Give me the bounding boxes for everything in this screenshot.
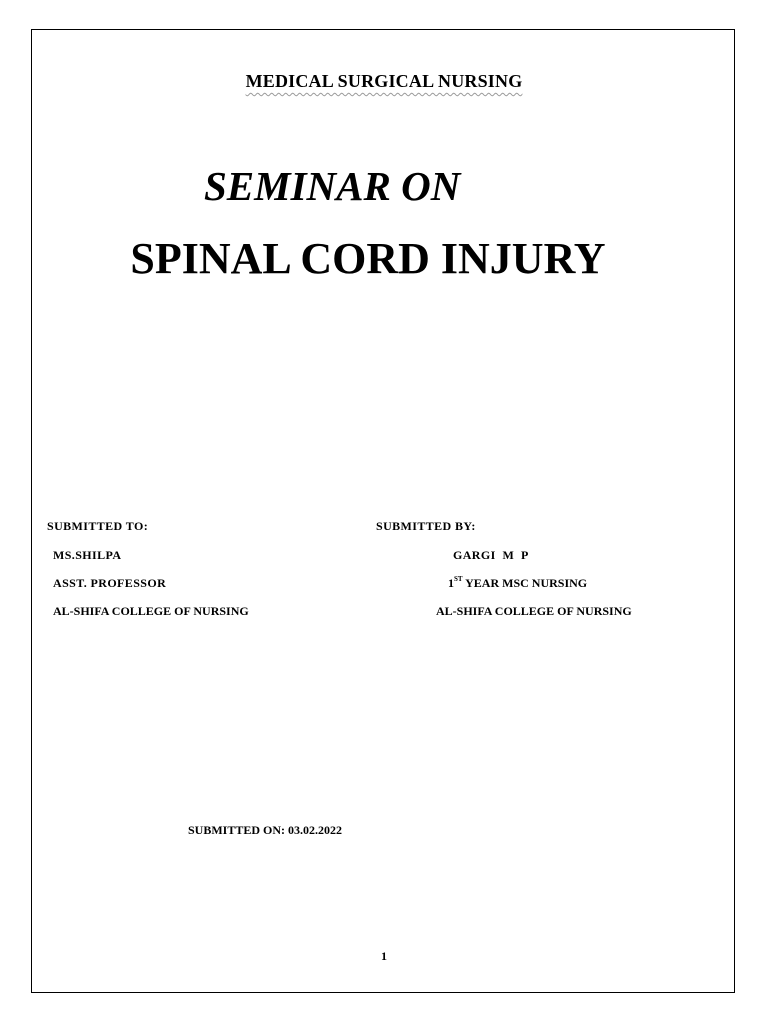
submitted-to-name: MS.SHILPA (53, 548, 122, 562)
submitted-by-label: SUBMITTED BY: (376, 519, 476, 533)
submitted-by-year (448, 576, 587, 591)
submitted-by-name: GARGI M P (453, 548, 529, 562)
year-ordinal-suffix: ST (454, 575, 463, 583)
submitted-on-date: 03.02.2022 (288, 823, 343, 837)
submitted-to-designation: ASST. PROFESSOR (53, 576, 167, 590)
seminar-topic: SPINAL CORD INJURY (130, 234, 606, 283)
department-heading (0, 71, 768, 92)
submitted-on-label: SUBMITTED ON: (188, 823, 286, 837)
year-course: YEAR MSC NURSING (462, 576, 588, 590)
submitted-to-label: SUBMITTED TO: (47, 519, 149, 533)
submission-date-line (188, 823, 342, 838)
submitted-to-institution: AL-SHIFA COLLEGE OF NURSING (53, 604, 249, 618)
submitted-by-institution: AL-SHIFA COLLEGE OF NURSING (436, 604, 632, 618)
year-number: 1 (448, 576, 454, 590)
seminar-label: SEMINAR ON (204, 163, 461, 209)
page-number: 1 (381, 949, 387, 963)
department-heading-text: MEDICAL SURGICAL NURSING (245, 71, 523, 91)
